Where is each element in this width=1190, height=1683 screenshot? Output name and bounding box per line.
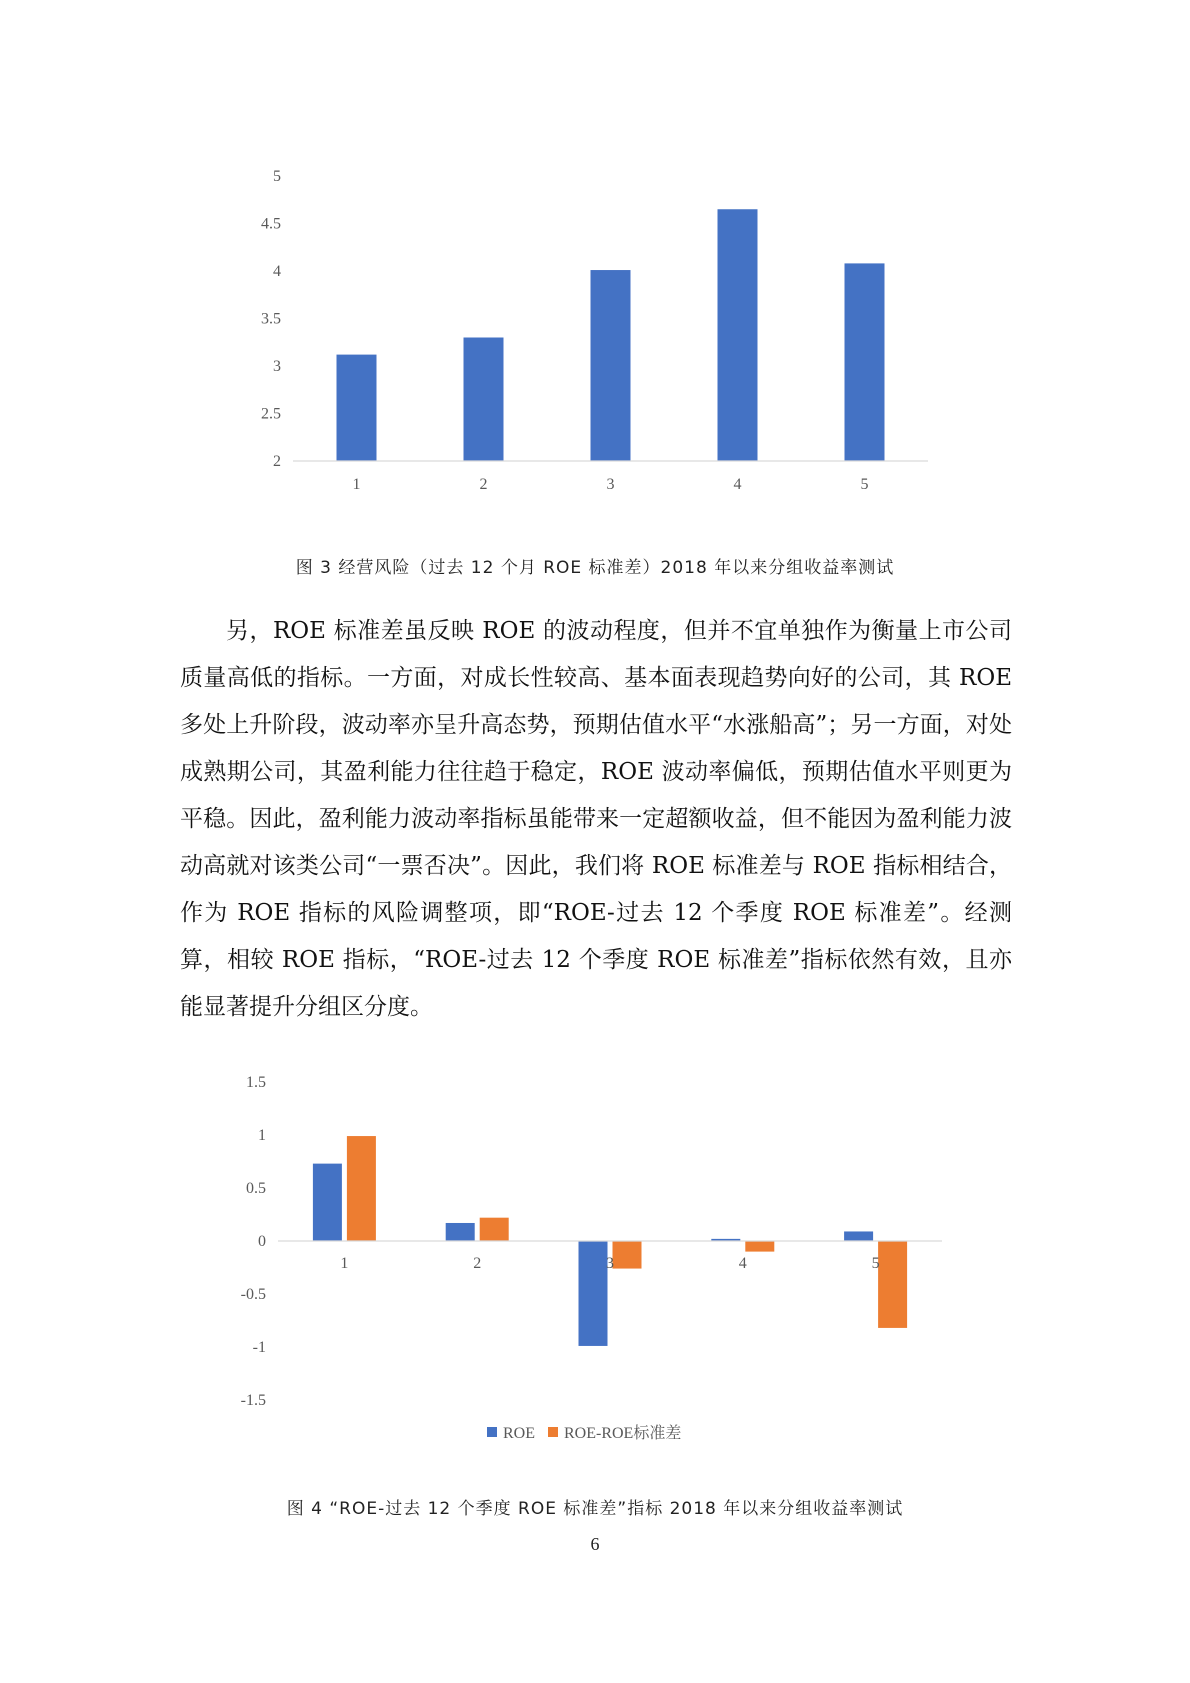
y-tick-label: 1.5: [246, 1074, 266, 1091]
y-tick-label: -1.5: [240, 1392, 266, 1409]
bar-ROE-ROE标准差-4: [745, 1241, 774, 1252]
legend-swatch-roe: [487, 1427, 497, 1437]
y-tick-label: 2.5: [261, 405, 281, 423]
x-tick-label: 4: [738, 1255, 747, 1272]
bar-ROE-ROE标准差-2: [480, 1218, 509, 1241]
y-tick-label: 4: [273, 263, 281, 280]
figure4-caption: 图 4 “ROE-过去 12 个季度 ROE 标准差”指标 2018 年以来分组收益率测试: [286, 1499, 904, 1519]
bar-ROE-1: [313, 1164, 342, 1241]
legend-label-roe-std: ROE-ROE标准差: [564, 1425, 682, 1442]
bar-ROE-5: [844, 1231, 873, 1241]
x-tick-label: 2: [479, 476, 488, 493]
bar-ROE-ROE标准差-5: [878, 1241, 907, 1328]
bar-ROE-ROE标准差-3: [613, 1241, 642, 1269]
legend-label-roe: ROE: [503, 1425, 535, 1442]
bar-ROE-3: [579, 1241, 608, 1346]
x-tick-label: 3: [606, 1255, 614, 1272]
y-tick-label: 0.5: [246, 1180, 266, 1197]
page-number: 6: [590, 1534, 600, 1554]
chart2-x-axis: [340, 1255, 879, 1272]
y-tick-label: 0: [258, 1233, 266, 1250]
y-tick-label: 3.5: [261, 310, 281, 328]
bar-ROE-ROE标准差-1: [347, 1136, 376, 1241]
y-tick-label: 3: [273, 358, 281, 375]
y-tick-label: 5: [273, 168, 281, 185]
x-tick-label: 1: [352, 476, 361, 493]
body-paragraph: 另，ROE 标准差虽反映 ROE 的波动程度，但并不宜单独作为衡量上市公司质量高低的指标。一方面，对成长性较高、基本面表现趋势向好的公司，其 ROE 多处上升阶段，波动率亦呈升高态势，预期估值水平“水涨船高”；另一方面，对处成熟期公司，其盈利能力往往趋于稳定，ROE 波动率偏低，预期估值水平则更为平稳。因此，盈利能力波动率指标虽能带来一定超额收益，但不能因为盈利能力波动高就对该类公司“一票否决”。因此，我们将 ROE 标准差与 ROE 指标相结合，作为 ROE 指标的风险调整项，即“ROE-过去 12 个季度 ROE 标准差”。经测算，相较 ROE 指标，“ROE-过去 12 个季度 ROE 标准差”指标依然有效，且亦能显著提升分组区分度。: [180, 618, 1012, 1020]
y-tick-label: 2: [273, 453, 281, 470]
x-tick-label: 2: [473, 1255, 482, 1272]
x-tick-label: 5: [860, 476, 869, 493]
y-tick-label: 4.5: [261, 215, 281, 233]
bar-ROE-2: [446, 1223, 475, 1241]
x-tick-label: 3: [606, 476, 615, 493]
y-tick-label: -0.5: [240, 1286, 266, 1303]
chart2-y-axis: [241, 1074, 266, 1409]
chart2-legend: [487, 1424, 681, 1442]
figure3-caption: 图 3 经营风险（过去 12 个月 ROE 标准差）2018 年以来分组收益率测试: [295, 558, 895, 578]
y-tick-label: -1: [252, 1339, 266, 1356]
x-tick-label: 1: [340, 1255, 349, 1272]
x-tick-label: 5: [871, 1255, 880, 1272]
legend-swatch-roe-std: [548, 1427, 558, 1437]
x-tick-label: 4: [733, 476, 742, 493]
y-tick-label: 1: [258, 1127, 266, 1144]
